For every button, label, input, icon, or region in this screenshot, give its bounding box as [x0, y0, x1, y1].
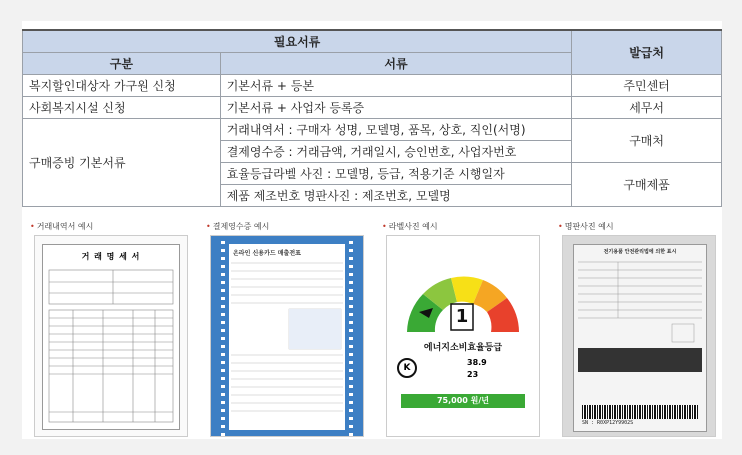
bullet-icon: • [558, 222, 563, 231]
label-title: 에너지소비효율등급 [423, 343, 503, 353]
header-required-docs: 필요서류 [23, 30, 572, 53]
nameplate-image [562, 235, 716, 437]
efficiency-grade: 1 [455, 306, 469, 327]
header-documents: 서류 [220, 53, 571, 75]
label-value-2: 23 [467, 370, 479, 379]
table-row [23, 75, 722, 97]
bullet-icon: • [30, 222, 35, 231]
statement-form-graphic [43, 262, 179, 432]
nameplate-spec-graphic [574, 258, 706, 388]
example-caption: 결제영수증 예시 [212, 222, 270, 231]
label-value-1: 38.9 [467, 358, 487, 367]
row-issuer: 구매처 [572, 119, 722, 163]
receipt-title: 온라인 신용카드 매출전표 [233, 250, 301, 257]
row-document: 효율등급라벨 사진 : 모델명, 등급, 적용기준 시행일자 [220, 163, 571, 185]
row-document: 기본서류 + 등본 [220, 75, 571, 97]
row-issuer: 구매제품 [572, 163, 722, 207]
example-caption: 라벨사진 예시 [388, 222, 438, 231]
example-nameplate [558, 221, 718, 439]
table-row [23, 119, 722, 141]
example-caption: 거래내역서 예시 [36, 222, 94, 231]
receipt-image [210, 235, 364, 437]
row-document: 기본서류 + 사업자 등록증 [220, 97, 571, 119]
row-category: 구매증빙 기본서류 [23, 119, 221, 207]
example-caption: 명판사진 예시 [564, 222, 614, 231]
row-document: 제품 제조번호 명판사진 : 제조번호, 모델명 [220, 185, 571, 207]
row-document: 거래내역서 : 구매자 성명, 모델명, 품목, 상호, 직인(서명) [220, 119, 571, 141]
row-issuer: 세무서 [572, 97, 722, 119]
document-sheet [22, 21, 722, 439]
efficiency-gauge-graphic [387, 242, 539, 342]
energy-label-image [386, 235, 540, 437]
row-category: 사회복지시설 신청 [23, 97, 221, 119]
example-label [382, 221, 542, 439]
bullet-icon: • [206, 222, 211, 231]
example-transaction [30, 221, 190, 439]
kc-mark-icon: K [397, 358, 417, 378]
header-category: 구분 [23, 53, 221, 75]
receipt-form-graphic [229, 259, 345, 429]
serial-number: SN : R0XP12Y9902S [582, 420, 634, 426]
header-issuer: 발급처 [572, 30, 722, 75]
row-issuer: 주민센터 [572, 75, 722, 97]
barcode-graphic [582, 405, 698, 419]
example-receipt [206, 221, 366, 439]
statement-title: 거 래 명 세 서 [81, 252, 141, 261]
annual-cost-banner: 75,000 원/년 [401, 394, 525, 408]
row-document: 결제영수증 : 거래금액, 거래일시, 승인번호, 사업자번호 [220, 141, 571, 163]
table-row [23, 97, 722, 119]
transaction-statement-image [34, 235, 188, 437]
nameplate-title: 전기용품 안전관리법에 의한 표시 [603, 249, 677, 255]
bullet-icon: • [382, 222, 387, 231]
required-documents-table [22, 29, 722, 207]
example-images [22, 221, 722, 439]
row-category: 복지할인대상자 가구원 신청 [23, 75, 221, 97]
